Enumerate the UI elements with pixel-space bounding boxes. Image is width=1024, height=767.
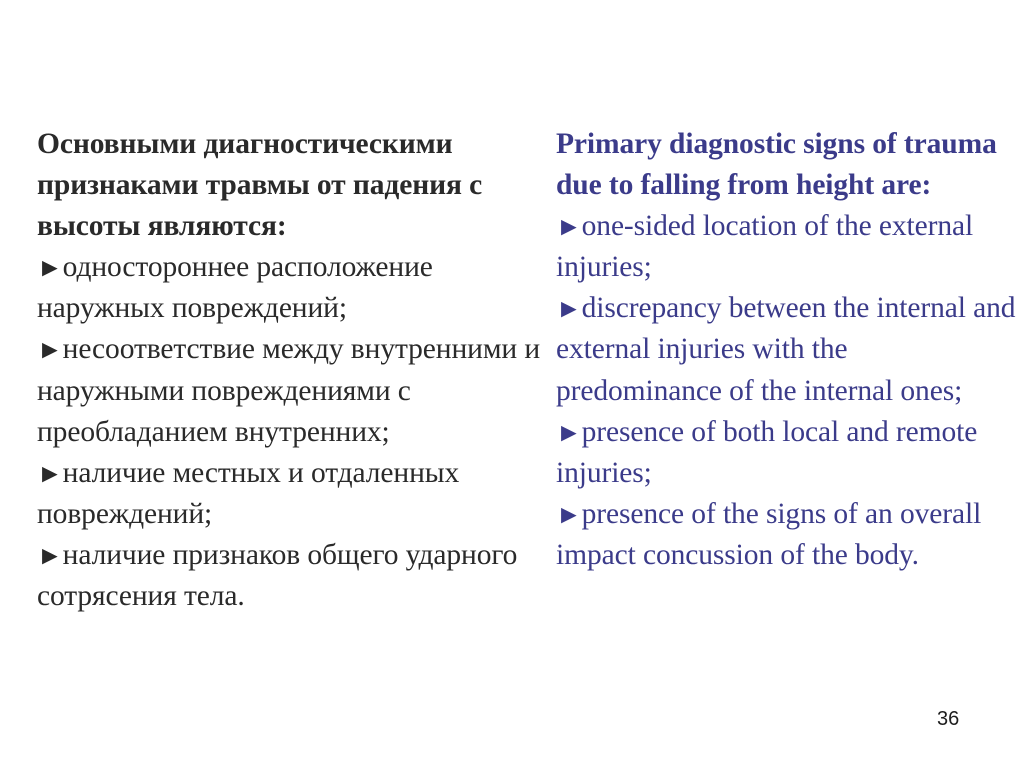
bullet-icon: ► <box>37 335 63 365</box>
english-item-1 <box>556 206 1016 288</box>
english-item-text: discrepancy between the internal and external injuries with the predominance of the internal ones; <box>556 292 1016 407</box>
page-number: 36 <box>937 708 960 730</box>
english-item-text: one-sided location of the external injuries; <box>556 210 974 284</box>
bullet-icon: ► <box>556 499 582 529</box>
bullet-icon: ► <box>37 540 63 570</box>
russian-item-text: наличие местных и отдаленных повреждений; <box>37 456 460 530</box>
bullet-icon: ► <box>37 253 63 283</box>
bullet-icon: ► <box>37 458 63 488</box>
bullet-icon: ► <box>556 294 582 324</box>
bullet-icon: ► <box>556 417 582 447</box>
russian-item-text: одностороннее расположение наружных повреждений; <box>37 251 433 325</box>
english-column <box>556 124 1016 576</box>
english-item-4 <box>556 494 1016 576</box>
bullet-icon: ► <box>556 212 582 242</box>
english-heading: Primary diagnostic signs of trauma due to falling from height are: <box>556 128 997 202</box>
russian-item-text: наличие признаков общего ударного сотрясения тела. <box>37 538 518 613</box>
english-item-text: presence of both local and remote injuries; <box>556 415 978 489</box>
russian-item-3 <box>37 453 547 535</box>
russian-item-1 <box>37 247 547 329</box>
english-item-2 <box>556 288 1016 411</box>
russian-item-2 <box>37 329 547 452</box>
russian-heading: Основными диагностическими признаками травмы от падения с высоты являются: <box>37 128 483 243</box>
russian-item-4 <box>37 535 547 617</box>
russian-column <box>37 124 547 617</box>
english-item-3 <box>556 412 1016 494</box>
russian-item-text: несоответствие между внутренними и наружными повреждениями с преобладанием внутренних; <box>37 333 541 448</box>
english-item-text: presence of the signs of an overall impact concussion of the body. <box>556 497 982 571</box>
